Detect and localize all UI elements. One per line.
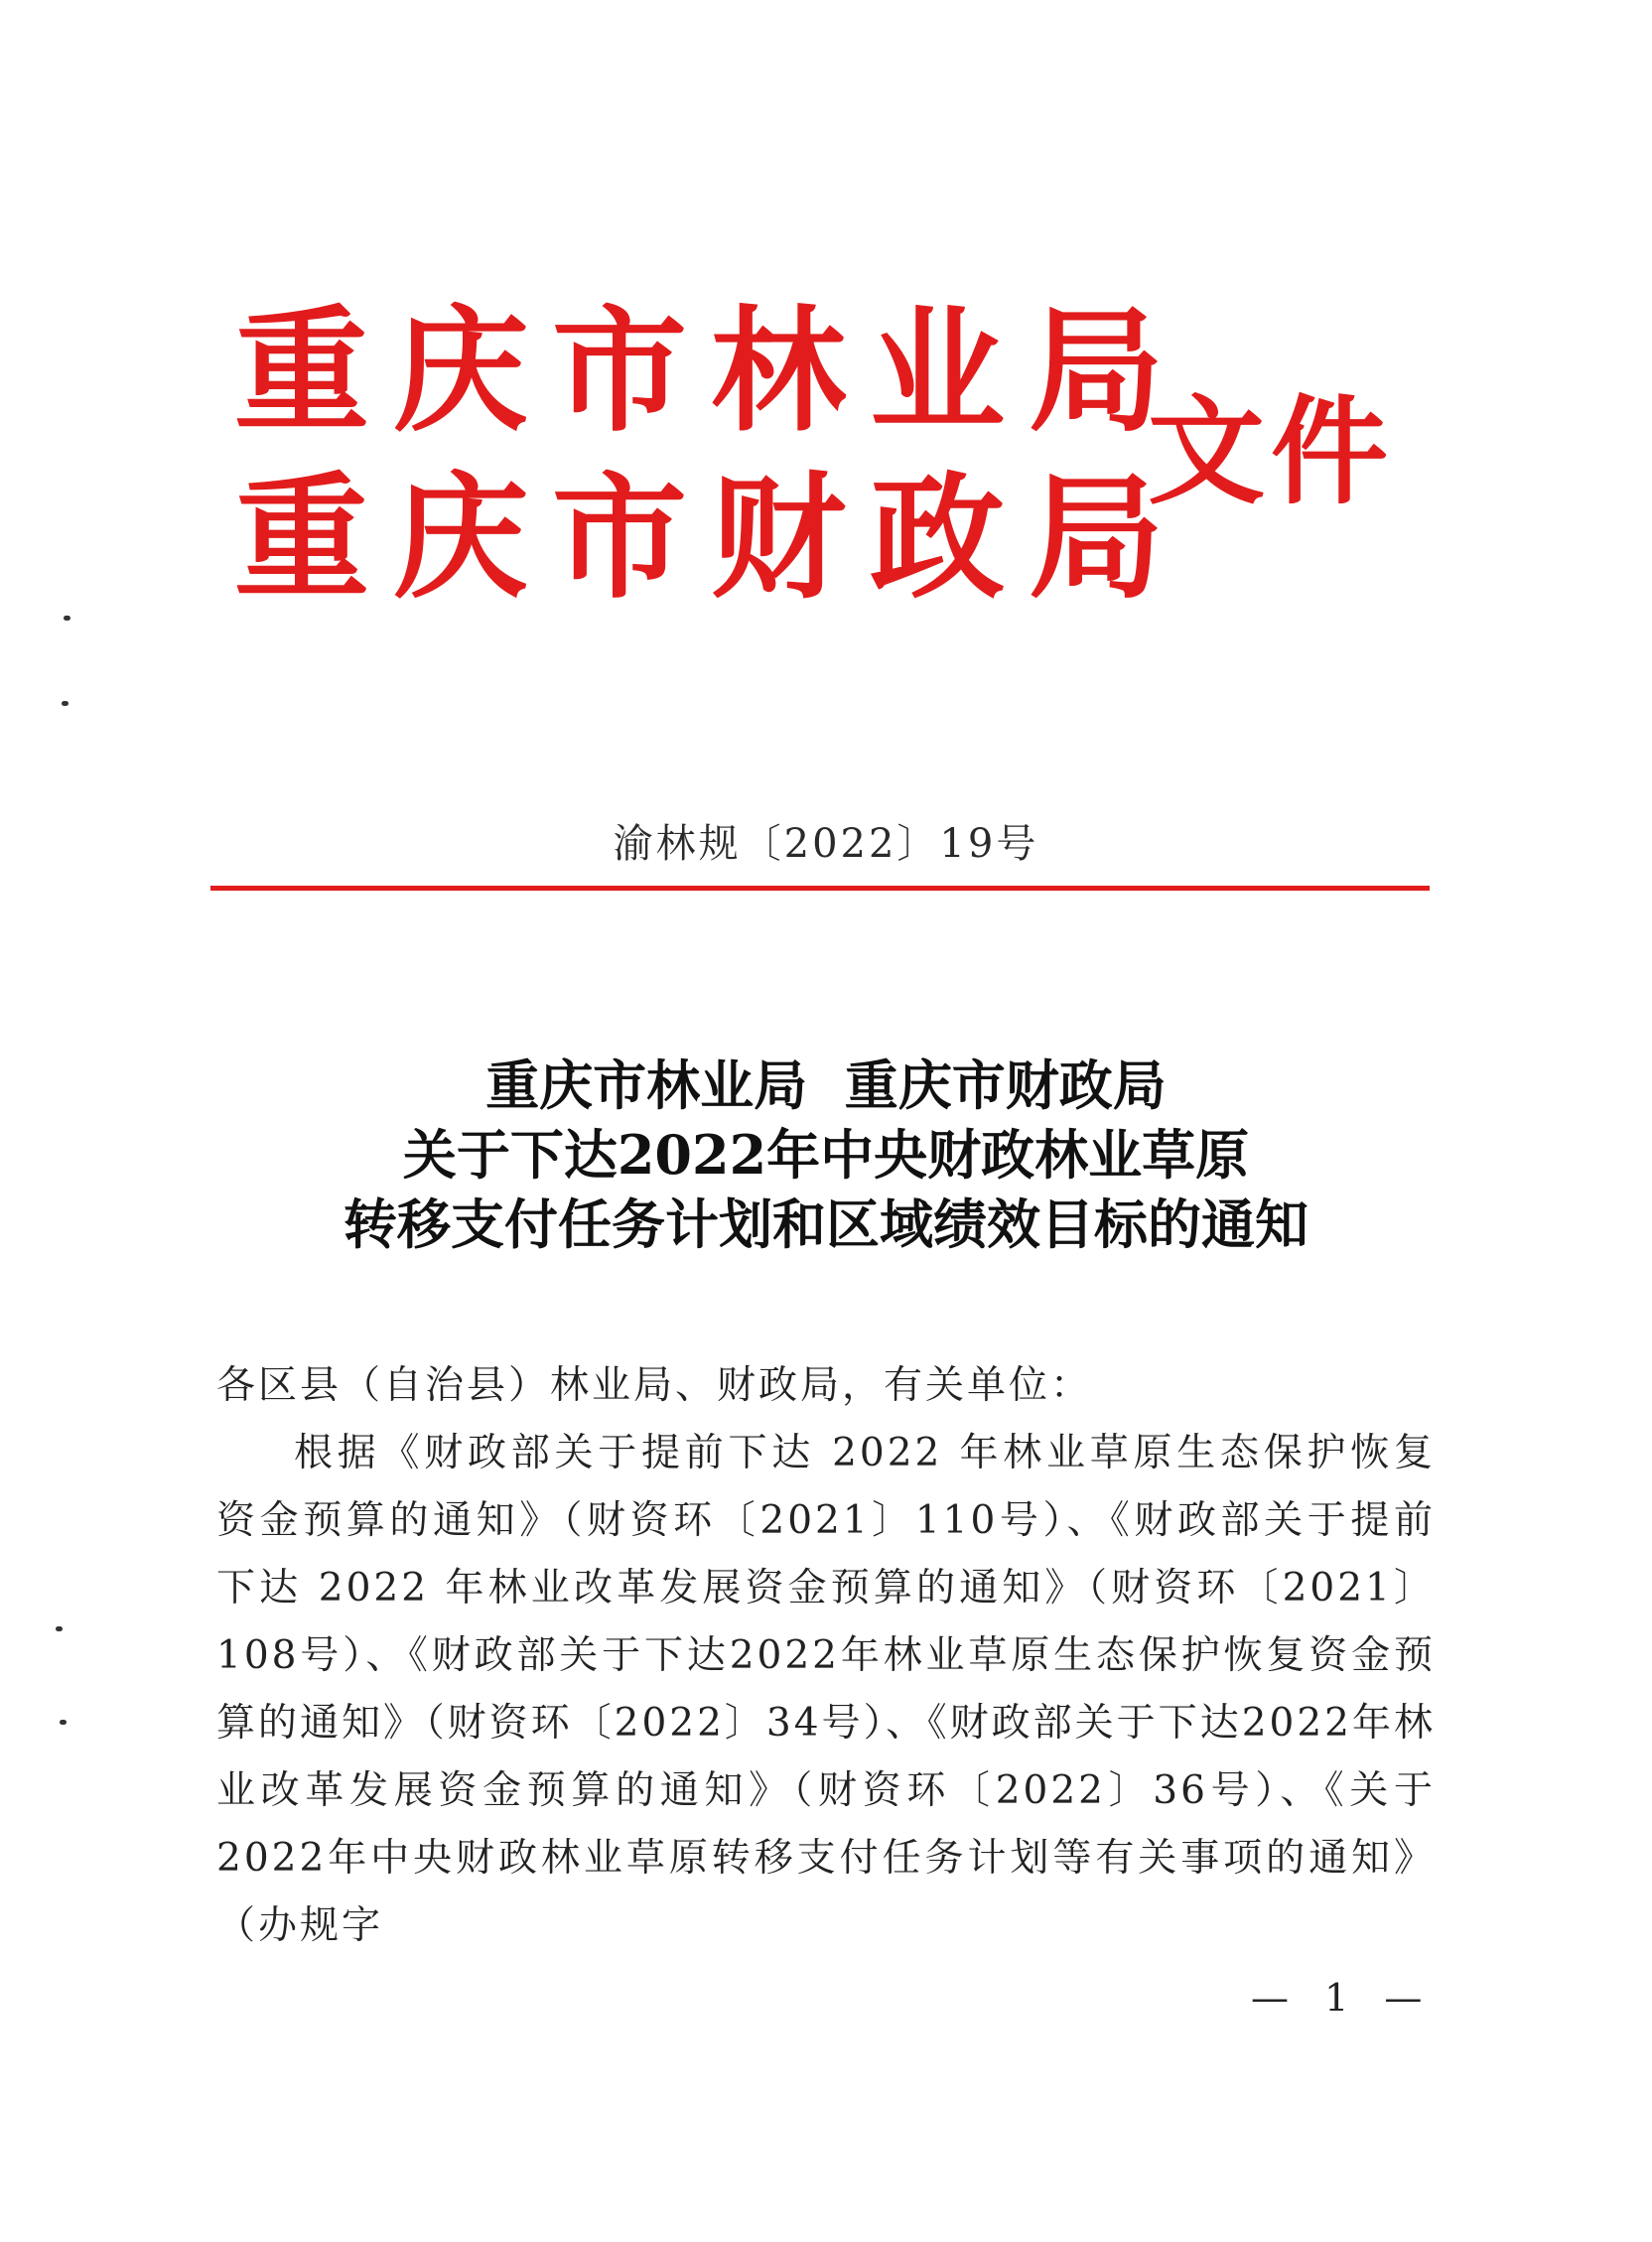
title-line-2: 关于下达2022年中央财政林业草原 [402, 1123, 1250, 1187]
issuing-org-finance: 重庆市财政局 [234, 461, 1187, 618]
scan-mark [64, 616, 70, 621]
issuing-org-forestry: 重庆市林业局 [234, 294, 1187, 451]
document-body [216, 1352, 1436, 1960]
red-divider [210, 886, 1430, 891]
page-number: — 1 — [1251, 1976, 1435, 2020]
title-line-1: 重庆市林业局 重庆市财政局 [485, 1053, 1167, 1117]
title-line-3: 转移支付任务计划和区域绩效目标的通知 [344, 1192, 1308, 1256]
red-header [234, 294, 1455, 635]
document-type-label: 文件 [1148, 383, 1395, 520]
scan-mark [56, 1626, 63, 1631]
scan-mark [60, 1720, 67, 1725]
document-title [0, 1051, 1652, 1259]
body-paragraph: 根据《财政部关于提前下达 2022 年林业草原生态保护恢复资金预算的通知》（财资环〔2021〕110号）、《财政部关于提前下达 2022 年林业改革发展资金预算的通知》（财资环〔2021〕108号）、《财政部关于下达2022年林业草原生态保护恢复资金预算的通知》（财资环〔2022〕34号）、《财政部关于下达2022年林业改革发展资金预算的通知》（财资环〔2022〕36号）、《关于2022年中央财政林业草原转移支付任务计划等有关事项的通知》（办规字 [216, 1431, 1436, 1948]
document-number: 渝林规〔2022〕19号 [613, 821, 1039, 867]
scan-mark [62, 701, 69, 706]
salutation: 各区县（自治县）林业局、财政局，有关单位： [216, 1363, 1093, 1408]
